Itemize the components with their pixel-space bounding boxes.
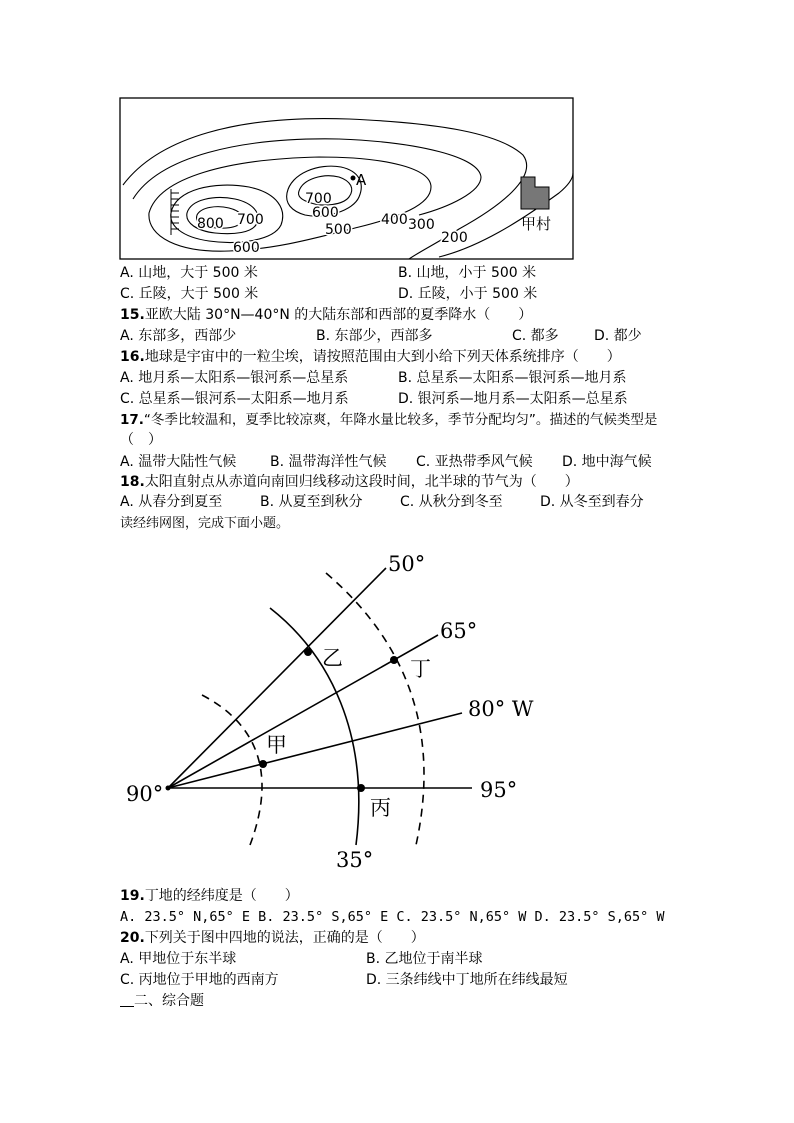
q19-text: 丁地的经纬度是（ ） xyxy=(144,888,299,904)
q18-option-a: A. 从春分到夏至 xyxy=(120,494,223,510)
meridian-80 xyxy=(168,713,462,788)
point-ding xyxy=(390,656,398,664)
q17-paren: （ ） xyxy=(120,432,162,448)
label-village: 甲村 xyxy=(521,215,552,233)
q18-number: 18. xyxy=(120,474,145,490)
label-80w: 80° W xyxy=(468,697,534,721)
section-heading xyxy=(120,992,204,1010)
point-bing xyxy=(357,784,365,792)
label-600-left: 600 xyxy=(233,240,260,256)
label-700-left: 700 xyxy=(237,212,264,228)
q15-stem xyxy=(120,306,532,324)
label-50: 50° xyxy=(388,552,426,576)
label-800: 800 xyxy=(197,216,224,232)
q17-option-a: A. 温带大陆性气候 xyxy=(120,454,237,470)
point-jia xyxy=(259,760,267,768)
contour-map xyxy=(119,97,575,261)
label-a: A xyxy=(356,171,367,189)
q18-text: 太阳直射点从赤道向南回归线移动这段时间，北半球的节气为（ ） xyxy=(144,474,579,490)
meridian-65 xyxy=(168,635,438,788)
q16-number: 16. xyxy=(120,349,145,365)
q16-text: 地球是宇宙中的一粒尘埃，请按照范围由大到小给下列天体系统排序（ ） xyxy=(144,349,621,365)
q16-option-c: C. 总星系—银河系—太阳系—地月系 xyxy=(120,391,349,407)
section-underline xyxy=(120,1006,134,1007)
q14-option-d: D. 丘陵，小于 500 米 xyxy=(398,286,538,302)
q20-option-d: D. 三条纬线中丁地所在纬线最短 xyxy=(366,972,568,988)
q19-number: 19. xyxy=(120,888,145,904)
q20-option-a: A. 甲地位于东半球 xyxy=(120,951,237,967)
q15-option-a: A. 东部多，西部少 xyxy=(120,328,237,344)
q17-option-d: D. 地中海气候 xyxy=(562,454,652,470)
label-400: 400 xyxy=(381,212,408,228)
graticule-map xyxy=(120,545,560,875)
q15-option-b: B. 东部少，西部多 xyxy=(316,328,433,344)
q20-number: 20. xyxy=(120,930,145,946)
point-yi xyxy=(304,648,312,656)
q14-option-c: C. 丘陵，大于 500 米 xyxy=(120,286,259,302)
section-title: 二、综合题 xyxy=(134,993,204,1009)
label-35: 35° xyxy=(336,848,374,872)
instruction: 读经纬网图，完成下面小题。 xyxy=(120,516,290,531)
label-95: 95° xyxy=(480,778,518,802)
label-600-center: 600 xyxy=(312,205,339,221)
point-a xyxy=(351,176,356,181)
label-jia: 甲 xyxy=(266,733,287,757)
q20-option-c: C. 丙地位于甲地的西南方 xyxy=(120,972,279,988)
label-200: 200 xyxy=(441,230,468,246)
q15-option-d: D. 都少 xyxy=(594,328,642,344)
q16-option-a: A. 地月系—太阳系—银河系—总星系 xyxy=(120,370,349,386)
q17-stem xyxy=(120,411,657,429)
point-origin xyxy=(166,786,171,791)
q18-option-b: B. 从夏至到秋分 xyxy=(260,494,363,510)
q18-option-d: D. 从冬至到春分 xyxy=(540,494,644,510)
q17-option-c: C. 亚热带季风气候 xyxy=(416,454,533,470)
q15-number: 15. xyxy=(120,307,145,323)
q17-text: “冬季比较温和，夏季比较凉爽，年降水量比较多，季节分配均匀”。描述的气候类型是 xyxy=(143,412,658,428)
label-ding: 丁 xyxy=(410,657,431,681)
q16-option-d: D. 银河系—地月系—太阳系—总星系 xyxy=(398,391,628,407)
q16-stem xyxy=(120,348,621,366)
q14-option-b: B. 山地，小于 500 米 xyxy=(398,265,537,281)
q20-text: 下列关于图中四地的说法，正确的是（ ） xyxy=(144,930,425,946)
q20-stem xyxy=(120,929,425,947)
label-65: 65° xyxy=(440,619,478,643)
q17-option-b: B. 温带海洋性气候 xyxy=(270,454,387,470)
q20-option-b: B. 乙地位于南半球 xyxy=(366,951,483,967)
q16-option-b: B. 总星系—太阳系—银河系—地月系 xyxy=(398,370,627,386)
q19-stem xyxy=(120,887,299,905)
label-90: 90° xyxy=(126,782,164,806)
q18-stem xyxy=(120,473,579,491)
parallel-inner-dashed xyxy=(202,695,262,845)
q15-text: 亚欧大陆 30°N—40°N 的大陆东部和西部的夏季降水（ ） xyxy=(144,307,533,323)
label-700-center: 700 xyxy=(305,191,332,207)
q18-option-c: C. 从秋分到冬至 xyxy=(400,494,503,510)
q14-option-a: A. 山地，大于 500 米 xyxy=(120,265,258,281)
label-500: 500 xyxy=(325,222,352,238)
label-300: 300 xyxy=(408,217,435,233)
label-yi: 乙 xyxy=(322,646,343,670)
parallel-35-solid xyxy=(270,608,359,845)
q19-options: A. 23.5° N,65° E B. 23.5° S,65° E C. 23.5° N,65° W D. 23.5° S,65° W xyxy=(120,909,665,925)
label-bing: 丙 xyxy=(370,796,391,820)
q15-option-c: C. 都多 xyxy=(512,328,559,344)
q17-number: 17. xyxy=(120,412,144,428)
